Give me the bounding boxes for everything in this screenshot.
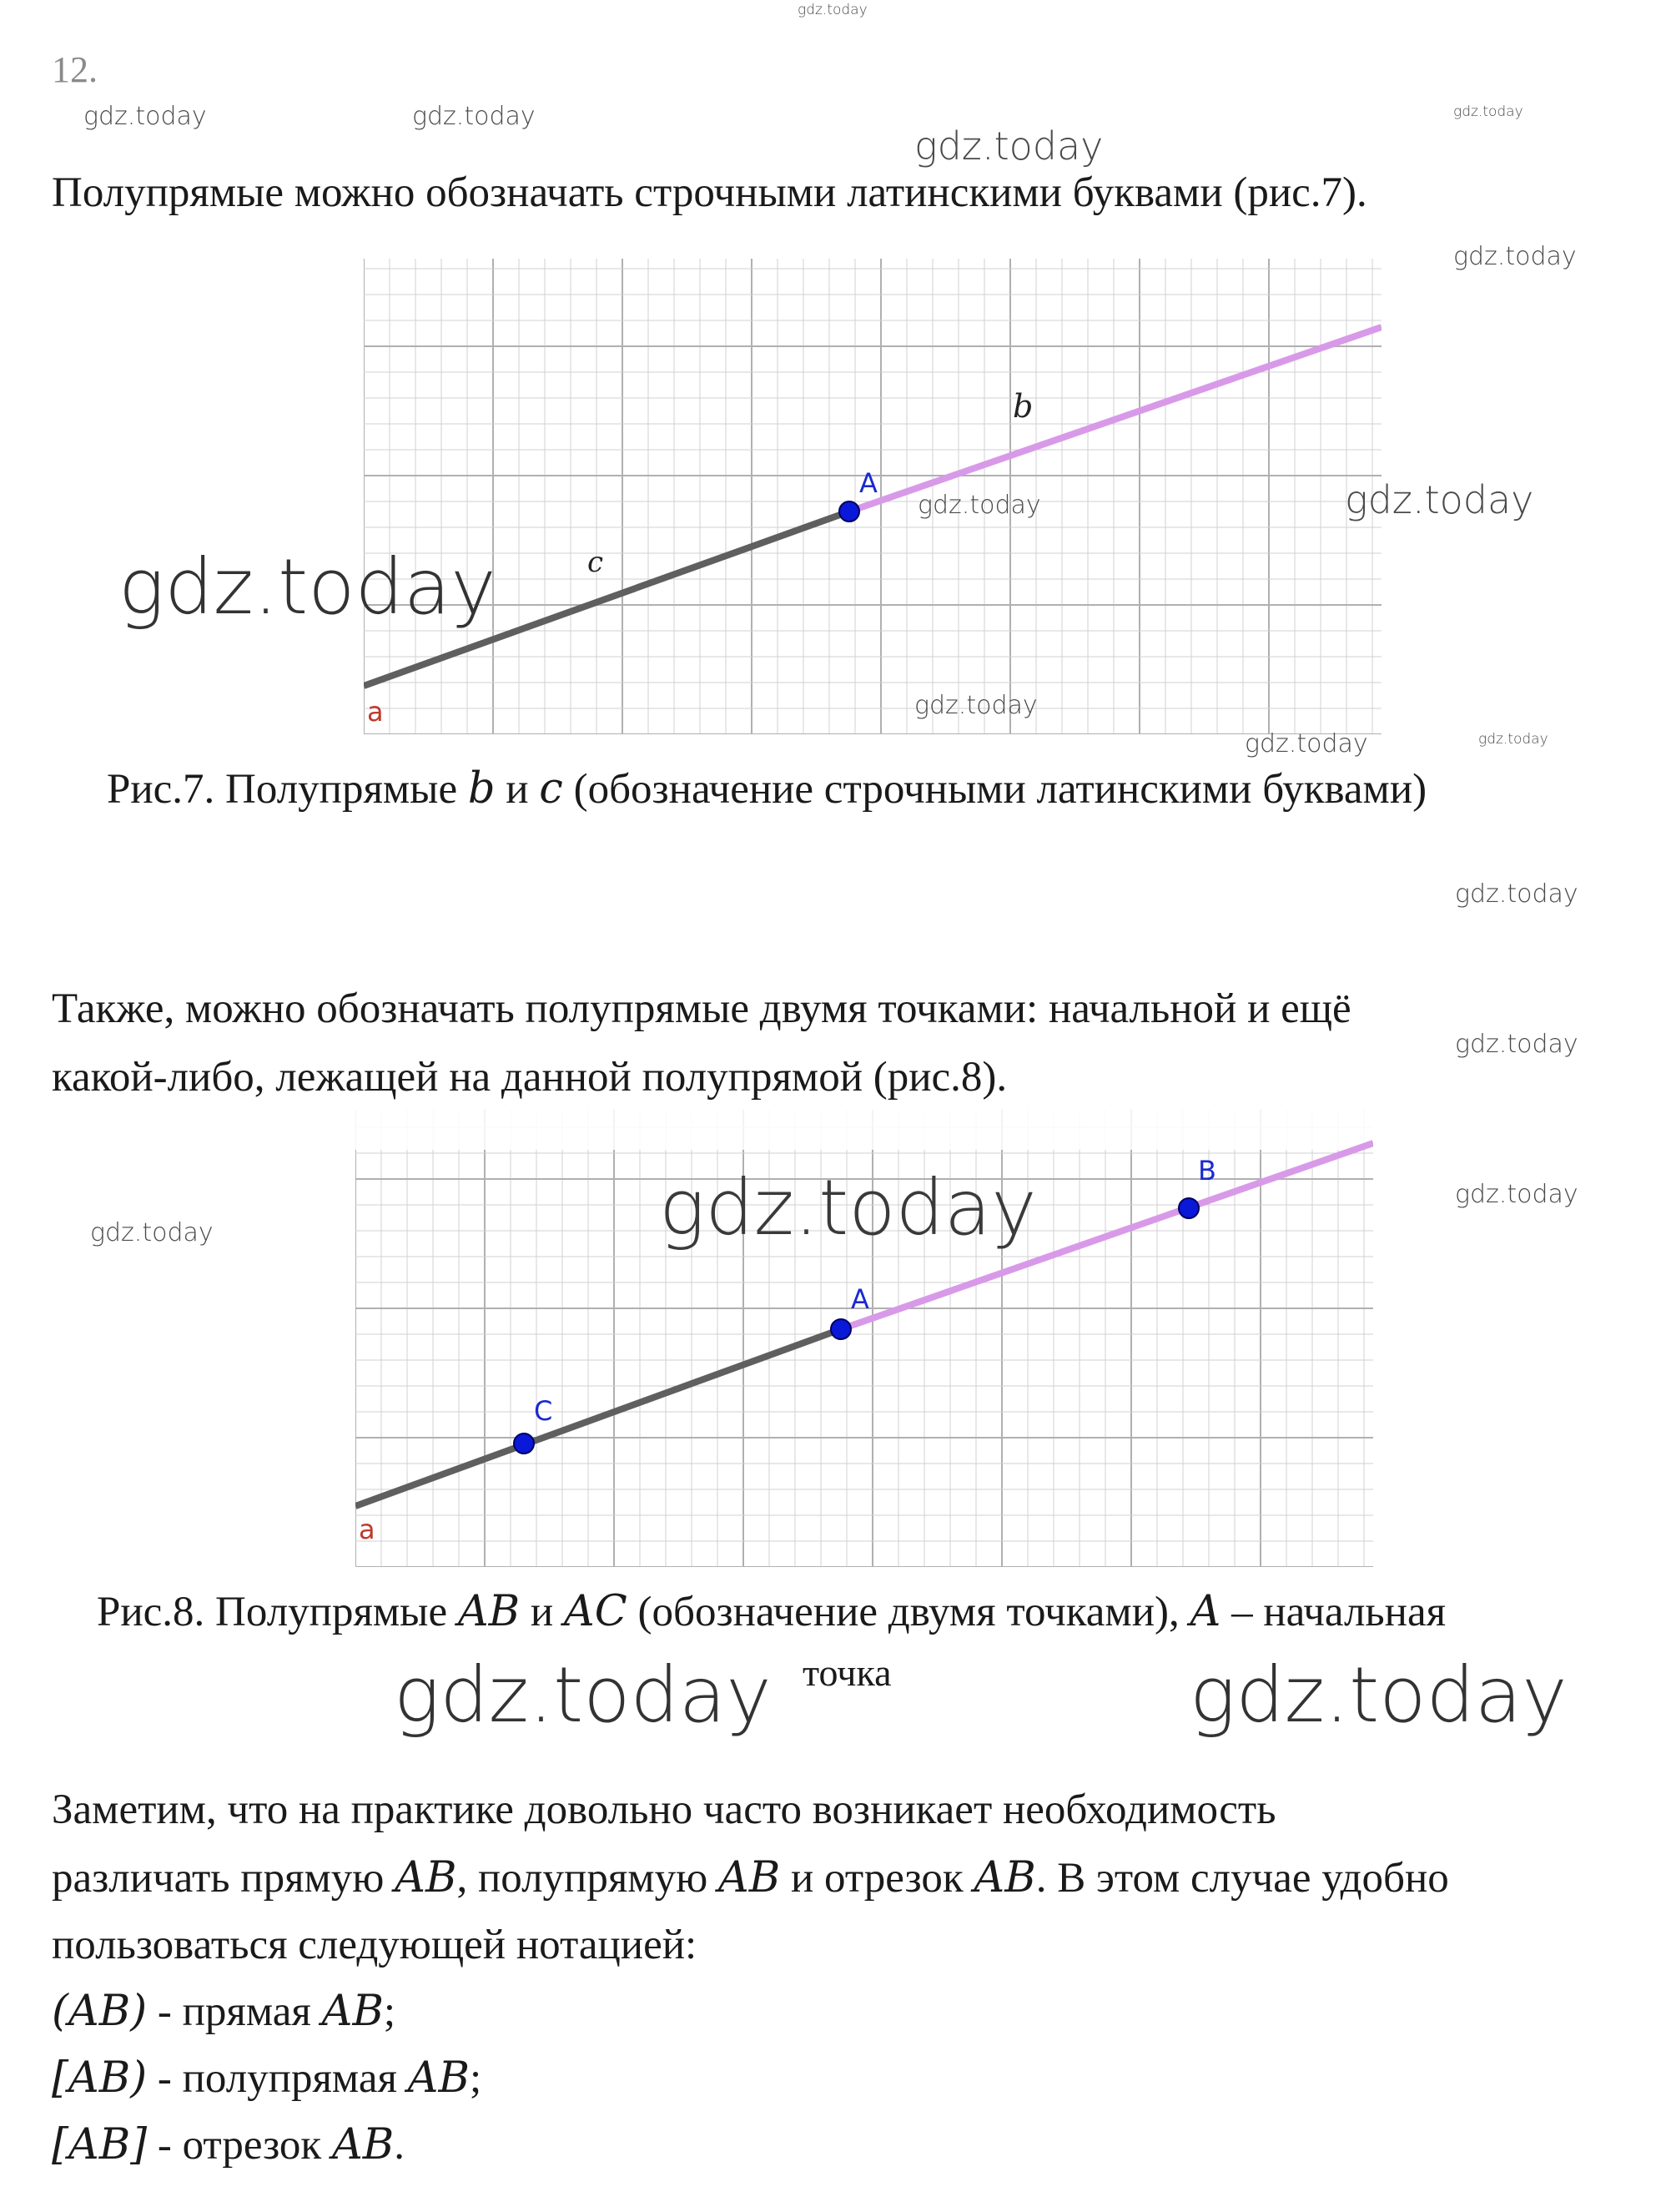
- watermark: gdz.today: [118, 542, 496, 632]
- watermark: gdz.today: [1455, 1180, 1578, 1209]
- watermark: gdz.today: [1455, 879, 1578, 909]
- watermark: gdz.today: [394, 1650, 772, 1740]
- notation-text: - отрезок 𝐴𝐵.: [147, 2122, 405, 2169]
- point-b: [1179, 1198, 1199, 1218]
- figure-8-caption-line2: точка: [803, 1651, 892, 1694]
- figure-7: [364, 259, 1382, 734]
- watermark: gdz.today: [1245, 729, 1368, 758]
- watermark: gdz.today: [90, 1218, 214, 1247]
- ray-b: [849, 327, 1382, 511]
- notation-symbol: (𝐴𝐵): [52, 1987, 148, 2036]
- notation-line2: различать прямую 𝐴𝐵, полупрямую 𝐴𝐵 и отрезок 𝐴𝐵. В этом случае удобно: [52, 1855, 1449, 1902]
- point-a: [839, 501, 859, 522]
- watermark: gdz.today: [412, 102, 536, 131]
- watermark: gdz.today: [918, 491, 1041, 520]
- notation-text: - полупрямая 𝐴𝐵;: [147, 2055, 482, 2102]
- point-a: [831, 1319, 851, 1339]
- point-b-label: B: [1198, 1155, 1216, 1187]
- notation-line1: Заметим, что на практике довольно часто возникает необходимость: [52, 1786, 1276, 1833]
- point-c-label: C: [534, 1395, 553, 1427]
- notation-item-line: [52, 1978, 395, 2046]
- figure-7-drawing: [364, 259, 1382, 734]
- watermark: gdz.today: [1453, 242, 1577, 271]
- watermark: gdz.today: [914, 123, 1104, 169]
- watermark: gdz.today: [1455, 1030, 1578, 1059]
- watermark: gdz.today: [1190, 1650, 1568, 1740]
- watermark: gdz.today: [1453, 103, 1523, 120]
- ray-ac: [355, 1329, 841, 1506]
- watermark: gdz.today: [1345, 477, 1534, 522]
- figure-7-caption: Рис.7. Полупрямые 𝑏 и 𝑐 (обозначение строчными латинскими буквами): [107, 766, 1427, 813]
- watermark: gdz.today: [83, 102, 207, 131]
- notation-symbol: [𝐴𝐵): [52, 2053, 148, 2103]
- ray-b-label: b: [1013, 388, 1034, 425]
- point-c: [514, 1434, 534, 1454]
- paragraph-2-line2: какой-либо, лежащей на данной полупрямой (рис.8).: [52, 1054, 1008, 1101]
- watermark: gdz.today: [1478, 731, 1548, 748]
- intro-paragraph: Полупрямые можно обозначать строчными латинскими буквами (рис.7).: [52, 169, 1367, 216]
- notation-half-line: [52, 2044, 481, 2113]
- notation-segment: [52, 2111, 405, 2179]
- line-a-label: a: [359, 1514, 375, 1545]
- watermark-top: gdz.today: [798, 2, 868, 18]
- paragraph-2-line1: Также, можно обозначать полупрямые двумя точками: начальной и ещё: [52, 985, 1351, 1032]
- watermark: gdz.today: [914, 691, 1038, 720]
- notation-text: - прямая 𝐴𝐵;: [147, 1988, 396, 2035]
- ray-c-label: c: [587, 546, 604, 579]
- figure-8-caption-line1: Рис.8. Полупрямые 𝐴𝐵 и 𝐴𝐶 (обозначение двумя точками), 𝐴 – начальная: [97, 1589, 1447, 1635]
- exercise-number: 12.: [52, 49, 98, 90]
- point-a-label: A: [851, 1283, 869, 1315]
- watermark: gdz.today: [659, 1163, 1037, 1252]
- line-a-label: a: [367, 696, 384, 728]
- point-a-label: A: [859, 467, 878, 499]
- notation-symbol: [𝐴𝐵]: [52, 2120, 148, 2169]
- notation-line3: пользоваться следующей нотацией:: [52, 1922, 697, 1968]
